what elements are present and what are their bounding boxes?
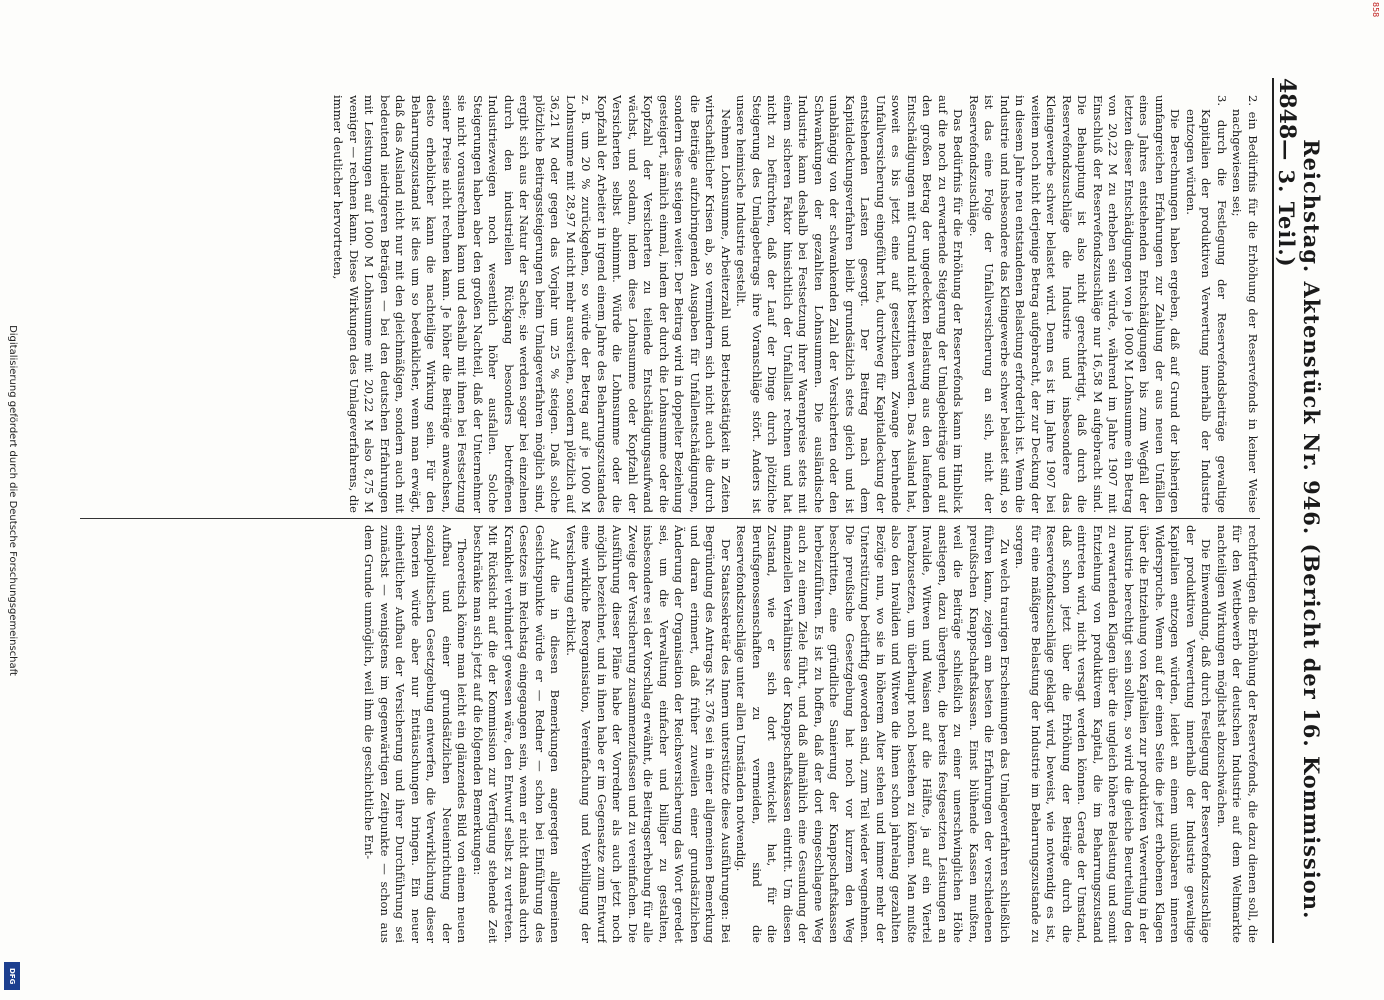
list-item: 2. ein Bedürfnis für die Erhöhung der Reservefonds in keiner Weise nachgewiesen sei; xyxy=(1230,95,1260,513)
paragraph: rechtfertigen die Erhöhung der Reservefonds, die dazu dienen soll, die für den Wettbewerb der deutschen Industrie auf dem Weltmarkte nachteiligen Wirkungen möglichst abzuschwächen. xyxy=(1215,525,1260,943)
paragraph: Die Berechnungen haben ergeben, daß auf Grund der bisherigen umfangreichen Erfahrungen zur Zahlung der aus neuen Unfällen eines Jahres entstehenden Entschädigungen bis zum Wegfall der letzten dieser Entschädigungen von je 1000 M Lohnsumme ein Betrag von 20,22 M zu erheben sein würde, während im Jahre 1907 mit Einschluß der Reservefondszuschläge nur 16,58 M aufgebracht sind. Die Behauptung ist also nicht gerechtfertigt, daß durch die Reservefondszuschläge die Industrie und insbesondere das Kleingewerbe schwer belastet wird. Denn es ist im Jahre 1907 bei weitem noch nicht derjenige Betrag aufgebracht, der zur Deckung der in diesem Jahre neu entstandenen Belastung erforderlich ist. Wenn die Industrie und insbesondere das Kleingewerbe schwer belastet sind, so ist das eine Folge der Unfallversicherung an sich, nicht der Reservefondszuschläge. xyxy=(967,95,1183,513)
paragraph: Auf die in diesen Bemerkungen angeregten allgemeinen Gesichtspunkte würde er — Redner — schon bei Einführung des Gesetzes im Reichstag eingegangen sein, wenn er nicht damals durch Krankheit verhindert gewesen wäre, den Entwurf selbst zu vertreten. Mit Rücksicht auf die der Kommission zur Verfügung stehende Zeit beschränke man sich jetzt auf die folgenden Bemerkungen: xyxy=(471,525,563,943)
paragraph: Nehmen Lohnsumme, Arbeiterzahl und Betriebstätigkeit in Zeiten wirtschaftlicher Krisen ab, so vermindern sich nicht auch die durch die Beiträge aufzubringenden Ausgaben für Unfallentschädigungen, sondern diese steigen weiter. Der Beitrag wird in doppelter Beziehung gesteigert, nämlich einmal, indem der durch die Lohnsumme oder die Kopfzahl der Versicherten zu teilende Entschädigungsaufwand wächst, und sodann, indem diese Lohnsumme oder Kopfzahl der Versicherten selbst abnimmt. Würde die Lohnsumme oder die Kopfzahl der Arbeiter in irgend einem Jahre des Beharrungszustandes z. B. um 20 % zurückgehen, so würde der Betrag auf je 1000 M Lohnsumme mit 28,97 M nicht mehr ausreichen, sondern plötzlich auf 36,21 M oder gegen das Vorjahr um 25 % steigen. Daß solche plötzliche Beitragssteigerungen beim Umlageverfahren möglich sind, ergibt sich aus der Natur der Sache; sie werden sogar bei einzelnen durch den industriellen Rückgang besonders betroffenen Industriezweigen noch wesentlich höher ausfallen. Solche Steigerungen haben aber den großen Nachteil, daß der Unternehmer sie nicht vorausrechnen kann und deshalb mit ihnen bei Festsetzung seiner Preise nicht rechnen kann. Je höher die Beiträge anwachsen, desto erheblicher kann die nachteilige Wirkung sein. Für den Beharrungszustand ist dies um so bedenklicher, wenn man erwägt, daß das Ausland nicht nur mit den gleichmäßigen, sondern auch mit bedeutend niedrigeren Beträgen — bei den deutschen Erfahrungen mit Leistungen auf 1000 M Lohnsumme mit 20,22 M also 8,75 M weniger — rechnen kann. Diese Wirkungen des Umlageverfahrens, die immer deutlicher hervortreten, xyxy=(331,95,733,513)
column-divider xyxy=(80,518,1260,519)
running-head: Reichstag. Aktenstück Nr. 946. (Bericht der 16. Kommission. — 3. Teil.) xyxy=(1274,139,1324,920)
text-column-left xyxy=(80,95,1260,513)
text-column-right xyxy=(80,525,1260,943)
paragraph: Das Bedürfnis für die Erhöhung der Reservefonds kann im Hinblick auf die noch zu erwartende Steigerung der Umlagebeiträge und auf den großen Betrag der ungedeckten Belastung aus den laufenden Entschädigungen mit Grund nicht bestritten werden. Das Ausland hat, soweit es bis jetzt eine auf gesetzlichem Zwange beruhende Unfallversicherung eingeführt hat, durchweg für Kapitaldeckung der entstehenden Lasten gesorgt. Der Beitrag nach dem Kapitaldeckungsverfahren bleibt grundsätzlich stets gleich und ist unabhängig von der schwankenden Zahl der Versicherten oder den Schwankungen der gezahlten Lohnsummen. Die ausländische Industrie kann deshalb bei Festsetzung ihrer Warenpreise stets mit einem sicheren Faktor hinsichtlich der Unfalllast rechnen und hat nicht zu befürchten, daß der Lauf der Dinge durch plötzliche Steigerung des Umlagebetrags ihre Voranschläge stört. Anders ist unsere heimische Industrie gestellt. xyxy=(734,95,966,513)
page-header xyxy=(1272,78,1324,943)
paragraph: Der Staatssekretär des Innern unterstützte diese Ausführungen: Bei Begründung des Antrags Nr. 376 sei in einer allgemeinen Bemerkung und daran erinnert, daß früher zuweilen einer grundsätzlichen Änderung der Organisation der Reichsversicherung das Wort geredet sei, um die Verwaltung einfacher und billiger zu gestalten, insbesondere sei der Vorschlag erwähnt, die Beitragserhebung für alle Zweige der Versicherung zusammenzufassen und zu vereinfachen. Die Ausführung dieser Pläne habe der Vorredner als auch jetzt noch möglich bezeichnet, und in ihnen habe er im Gegensatze zum Entwurf eine wirkliche Reorganisation, Vereinfachung und Verbilligung der Versicherung erblickt. xyxy=(564,525,733,943)
paragraph: Die Einwendung, daß durch Festlegung der Reservefondszuschläge der produktiven Verwertung innerhalb der Industrie gewaltige Kapitalien entzogen würden, leidet an einem unlösbaren inneren Widerspruche. Wenn auf der einen Seite die jetzt erhobenen Klagen über die Entziehung von Kapitalien zur produktiven Verwertung in der Industrie berechtigt sein sollten, so wird die gleiche Beurteilung den zu erwartenden Klagen über die ungleich höhere Belastung und somit Entziehung von produktivem Kapital, die im Beharrungszustand eintreten wird, nicht versagt werden können. Gerade der Umstand, daß schon jetzt über die Erhöhung der Beiträge durch die Reservefondszuschläge geklagt wird, beweist, wie notwendig es ist, für eine mäßigere Belastung der Industrie im Beharrungszustande zu sorgen. xyxy=(1013,525,1214,943)
page-number: 4848 xyxy=(1274,78,1300,140)
paragraph: Theoretisch könne man leicht ein glänzendes Bild von einem neuen Aufbau und einer grundsätzlichen Neueinrichtung der sozialpolitischen Gesetzgebung entwerfen, die Verwirklichung dieser Theorien würde aber nur Enttäuschungen bringen. Ein neuer einheitlicher Aufbau der Versicherung und ihrer Durchführung sei zunächst — wenigstens im gegenwärtigen Zeitpunkte — schon aus dem Grunde unmöglich, weil ihm die geschichtliche Ent- xyxy=(362,525,470,943)
list-item: 3. durch die Festlegung der Reservefondsbeiträge gewaltige Kapitalien der produktiven Verwertung innerhalb der Industrie entzogen würden. xyxy=(1184,95,1229,513)
digitization-credit xyxy=(0,0,24,1000)
paragraph: Zu welch traurigen Erscheinungen das Umlageverfahren schließlich führen kann, zeigen am besten die Erfahrungen der verschiedenen preußischen Knappschaftskassen. Einst blühende Kassen mußten, weil die Beiträge schließlich zu einer unerschwinglichen Höhe anstiegen, dazu übergehen, die bereits festgesetzten Leistungen an Invalide, Witwen und Waisen auf die Hälfte, ja auf ein Viertel herabzusetzen, um überhaupt noch bestehen zu können. Man mußte also den Invaliden und Witwen die ihnen schon jahrelang gezahlten Bezüge nun, wo sie in höherem Alter stehen und immer mehr der Unterstützung bedürftig geworden sind, zum Teil wieder wegnehmen. Die preußische Gesetzgebung hat noch vor kurzem den Weg beschritten, eine gründliche Sanierung der Knappschaftskassen herbeizuführen. Es ist zu hoffen, daß der dort eingeschlagene Weg auch zu einem Ziele führt, und daß allmählich eine Gesundung der finanziellen Verhältnisse der Knappschaftskassen eintritt. Um diesen Zustand, wie er sich dort entwickelt hat, für die Berufsgenossenschaften zu vermeiden, sind die Reservefondszuschläge unter allen Umständen notwendig. xyxy=(734,525,1012,943)
digitization-credit-text: Digitalisierung gefördert durch die Deutsche Forschungsgemeinschaft xyxy=(6,324,18,676)
corner-mark: 858 xyxy=(1371,2,1380,18)
dfg-logo: DFG xyxy=(4,962,20,990)
